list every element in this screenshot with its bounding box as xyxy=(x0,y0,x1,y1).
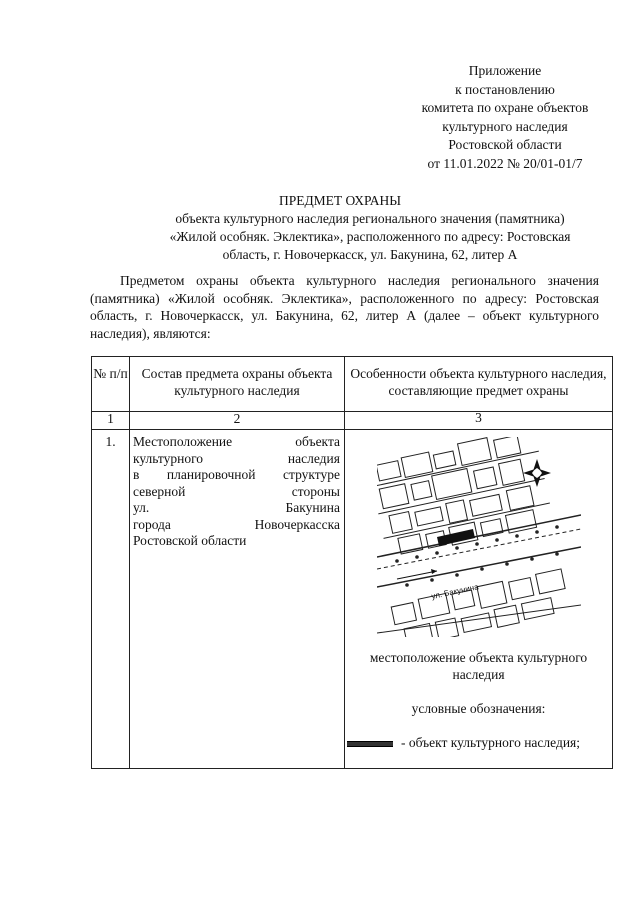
column-number-row xyxy=(92,412,613,430)
location-map xyxy=(377,437,581,637)
appendix-line: комитета по охране объектов xyxy=(421,100,589,115)
document-title: ПРЕДМЕТ ОХРАНЫ xyxy=(278,193,402,208)
description-line: Ростовской области xyxy=(133,533,247,548)
row-description xyxy=(130,430,345,769)
appendix-block xyxy=(380,62,630,173)
subtitle-line: «Жилой особняк. Эклектика», расположенного по адресу: Ростовская xyxy=(169,229,571,244)
col-number: 2 xyxy=(130,412,345,430)
header-composition: Состав предмета охраны объекта культурного наследия xyxy=(130,357,345,412)
col-number: 3 xyxy=(345,412,613,430)
header-row xyxy=(92,357,613,412)
description-line: города Новочеркасска xyxy=(133,516,340,532)
col-number: 1 xyxy=(92,412,130,430)
appendix-line: Ростовской области xyxy=(448,137,562,152)
subtitle-line: объекта культурного наследия регионального значения (памятника) xyxy=(175,211,565,226)
legend-item xyxy=(345,735,612,751)
row-number: 1. xyxy=(92,430,130,769)
protection-table xyxy=(91,356,613,769)
row-features xyxy=(345,430,613,769)
heritage-object-line-icon xyxy=(347,741,393,747)
legend-item-label: - объект культурного наследия; xyxy=(401,735,581,750)
document-subtitle xyxy=(120,210,620,264)
description-line: культурного наследия xyxy=(133,450,340,466)
header-features: Особенности объекта культурного наследия, составляющие предмет охраны xyxy=(345,357,613,412)
header-num: № п/п xyxy=(92,357,130,412)
appendix-line: от 11.01.2022 № 20/01-01/7 xyxy=(427,155,583,171)
description-line: ул. Бакунина xyxy=(133,500,340,515)
table-row xyxy=(92,430,613,769)
appendix-line: Приложение xyxy=(468,63,542,78)
appendix-line: культурного наследия xyxy=(442,118,568,134)
subtitle-line: область, г. Новочеркасск, ул. Бакунина, 62, литер А xyxy=(222,247,518,262)
description-line: в планировочной структуре xyxy=(133,467,340,482)
legend-title: условные обозначения: xyxy=(411,701,546,716)
description-line: Местоположение объекта xyxy=(133,434,340,449)
map-caption: местоположение объекта культурного наследия xyxy=(369,650,588,682)
map-street-label: ул. Бакунина xyxy=(430,582,479,601)
intro-paragraph: Предметом охраны объекта культурного наследия регионального значения (памятника) «Жилой особняк. Эклектика», расположенного по адресу: Ростовская область, г. Новочеркасск, ул. Бакунина, 62, литер А (далее – объект культурного наследия), являются: xyxy=(90,273,599,341)
description-line: северной стороны xyxy=(133,483,340,499)
appendix-line: к постановлению xyxy=(455,81,555,97)
